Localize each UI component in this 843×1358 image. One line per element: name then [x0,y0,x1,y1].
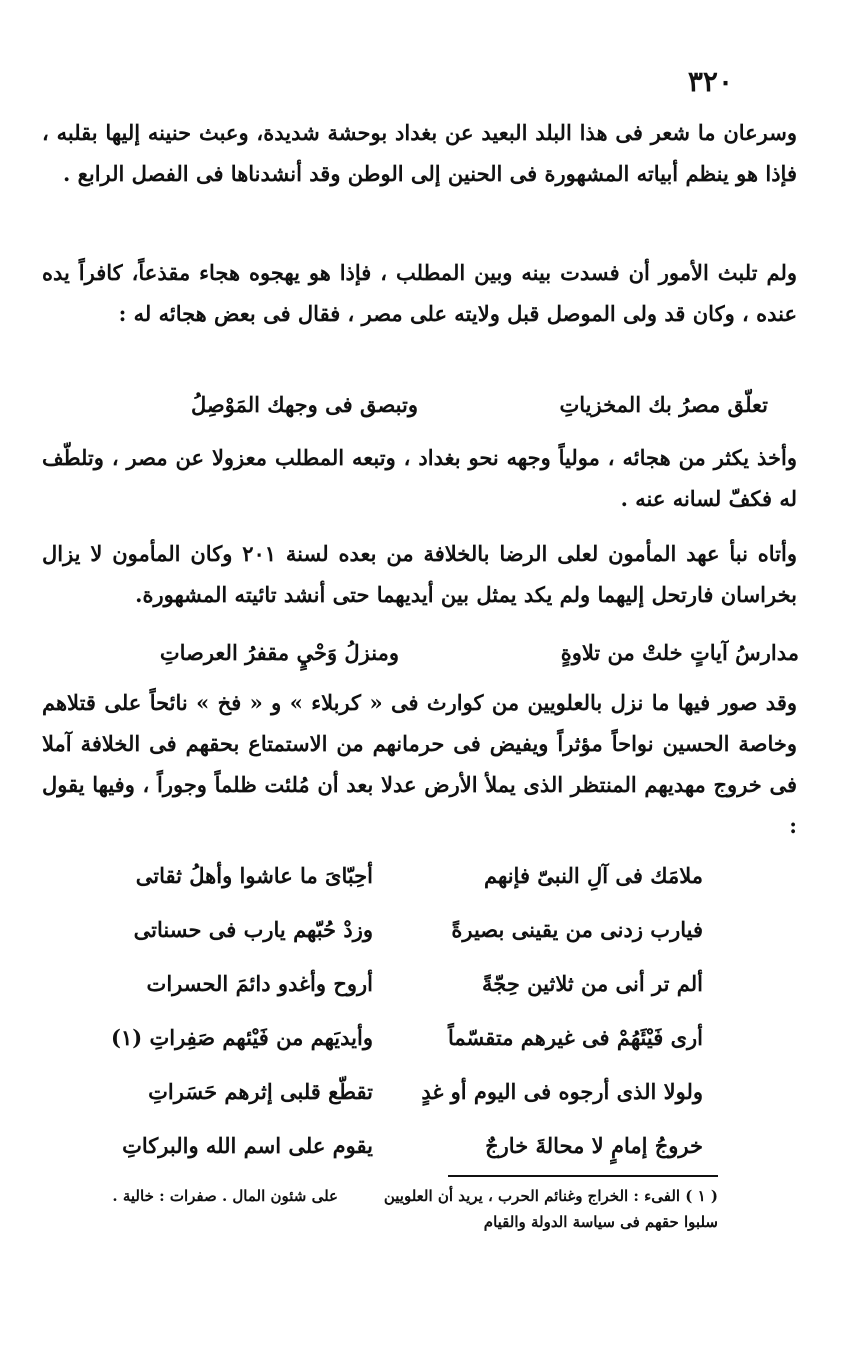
page-number: ٣٢٠ [687,65,733,98]
verse-1-second-hemistich: وتبصق فى وجهك المَوْصِلُ [191,392,418,417]
verse-2-first-hemistich: مدارسُ آياتٍ خلتْ من تلاوةٍ [560,640,799,665]
paragraph-3: وأخذ يكثر من هجائه ، مولياً وجهه نحو بغداد ، وتبعه المطلب معزولا عن مصر ، وتلطّف له فكفّ لسانه عنه . [42,445,797,511]
poem-verse [73,1025,703,1079]
poem-second-hemistich: أروح وأغدو دائمَ الحسرات [146,971,373,996]
poem-verse [73,1133,703,1187]
paragraph-2: ولم تلبث الأمور أن فسدت بينه وبين المطلب ، فإذا هو يهجوه هجاء مقذعاً، كافراً يده عنده ، وكان قد ولى الموصل قبل ولايته على مصر ، فقال فى بعض هجائه له : [42,260,797,326]
poem-first-hemistich: فيارب زدنى من يقينى بصيرةً [451,917,703,942]
footnote-text: ( ١ ) الفىء : الخراج وغنائم الحرب ، يريد أن العلويين سلبوا حقهم فى سياسة الدولة والقيام [383,1187,718,1231]
footnote-continuation: على شئون المال . صفرات : خالية . [112,1187,338,1205]
poem-second-hemistich: وأيديَهم من فَيْئهم صَفِراتِ (١) [111,1025,373,1050]
poem-first-hemistich: ألم تر أنى من ثلاثين حِجّةً [482,971,703,996]
poem-verse [73,971,703,1025]
poem-second-hemistich: وزدْ حُبّهم يارب فى حسناتى [133,917,373,942]
poem-verse [73,917,703,971]
footnote-divider [448,1175,718,1177]
poem-verse [73,863,703,917]
paragraph-1: وسرعان ما شعر فى هذا البلد البعيد عن بغداد بوحشة شديدة، وعبث حنينه إليها بقلبه ، فإذا هو ينظم أبياته المشهورة فى الحنين إلى الوطن وقد أنشدناها فى الفصل الرابع . [42,120,797,186]
poem-second-hemistich: تقطّع قلبى إثرهم حَسَراتِ [148,1079,373,1104]
poem-first-hemistich: خروجُ إمامٍ لا محالةَ خارجٌ [485,1133,703,1158]
poem-verse [73,1079,703,1133]
verse-1-first-hemistich: تعلّق مصرُ بك المخزياتِ [559,392,768,417]
poem-first-hemistich: أرى فَيْئَهُمْ فى غيرهم متقسّماً [447,1025,703,1050]
poem-second-hemistich: أحِبّاىَ ما عاشوا وأهلُ ثقاتى [135,863,373,888]
poem-block [73,863,703,1187]
paragraph-5: وقد صور فيها ما نزل بالعلويين من كوارث فى « كربلاء » و « فخ » نائحاً على قتلاهم وخاصة الحسين نواحاً مؤثراً ويفيض فى حرمانهم من الاستمتاع بحقهم فى الخلافة آملا فى خروج مهديهم المنتظر الذى يملأ الأرض عدلا بعد أن مُلئت ظلماً وجوراً ، وفيها يقول : [42,690,797,838]
poem-first-hemistich: ولولا الذى أرجوه فى اليوم أو غدٍ [421,1079,703,1104]
poem-first-hemistich: ملامَك فى آلِ النبىّ فإنهم [484,863,703,888]
poem-second-hemistich: يقوم على اسم الله والبركاتِ [122,1133,373,1158]
paragraph-4: وأتاه نبأ عهد المأمون لعلى الرضا بالخلافة من بعده لسنة ٢٠١ وكان المأمون لا يزال بخراسان فارتحل إليهما ولم يكد يمثل بين أيديهما حتى أنشد تائيته المشهورة. [42,541,797,607]
verse-2-second-hemistich: ومنزلُ وَحْيٍ مقفرُ العرصاتِ [159,640,399,665]
